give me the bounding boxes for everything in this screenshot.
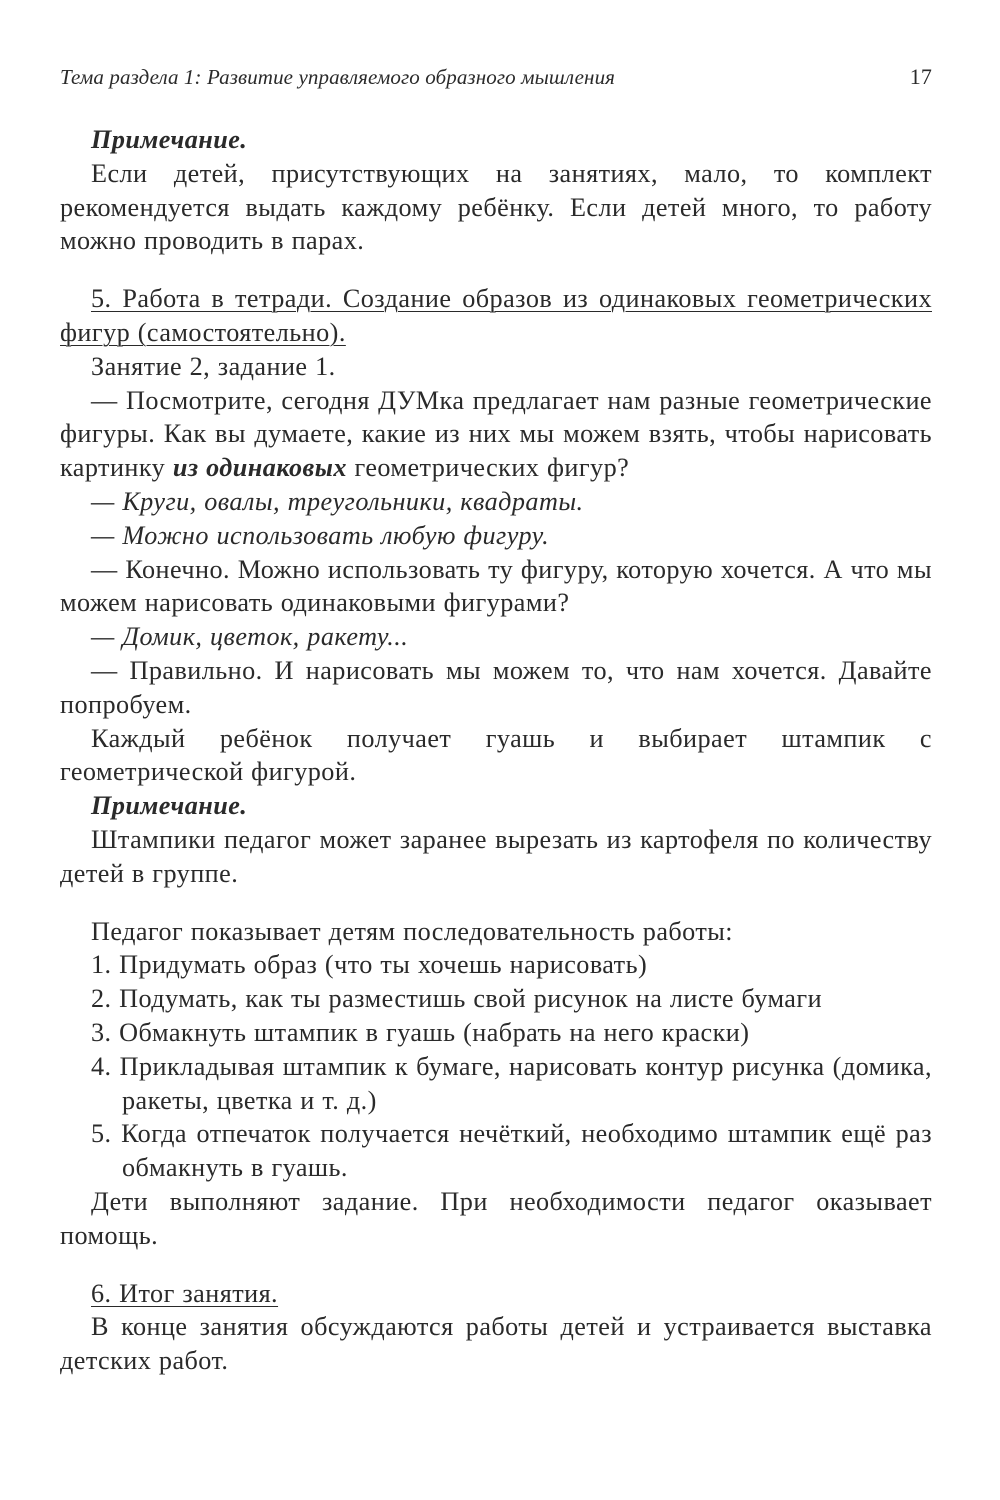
section-title: Тема раздела 1: Развитие управляемого образного мышления	[60, 65, 616, 89]
note-text: Если детей, присутствующих на занятиях, мало, то комплект рекомендуется выдать каждому ребёнку. Если детей много, то работу можно проводить в парах.	[60, 158, 932, 256]
teacher-question-2: — Конечно. Можно использовать ту фигуру, которую хочется. А что мы можем нарисовать одинаковыми фигурами?	[60, 554, 932, 618]
page-body	[60, 123, 932, 1378]
page-number: 17	[909, 64, 932, 89]
child-answer-3: — Домик, цветок, ракету...	[91, 622, 409, 652]
teacher-question-3: — Правильно. И нарисовать мы можем то, что нам хочется. Давайте попробуем.	[60, 655, 932, 719]
list-item: 3. Обмакнуть штампик в гуашь (набрать на него краски)	[91, 1017, 750, 1047]
steps-outro: Дети выполняют задание. При необходимости педагог оказывает помощь.	[60, 1186, 932, 1250]
steps-list	[60, 948, 932, 1185]
list-item: 5. Когда отпечаток получается нечёткий, необходимо штампик ещё раз обмакнуть в гуашь.	[91, 1119, 932, 1183]
note-title: Примечание.	[91, 125, 248, 154]
book-page	[60, 0, 932, 1500]
section-6-heading: 6. Итог занятия.	[91, 1278, 279, 1308]
teacher-question-1: — Посмотрите, сегодня ДУМка предлагает нам разные геометрические фигуры. Как вы думаете, какие из них мы можем взять, чтобы нарисовать картинку из одинаковых геометрических фигур?	[60, 385, 932, 483]
emphasis-text: из одинаковых	[172, 453, 347, 483]
steps-intro: Педагог показывает детям последовательность работы:	[91, 916, 734, 946]
child-answer-1: — Круги, овалы, треугольники, квадраты.	[91, 486, 584, 516]
section-6-text: В конце занятия обсуждаются работы детей и устраивается выставка детских работ.	[60, 1312, 932, 1376]
note-title: Примечание.	[91, 791, 248, 821]
section-5-heading: 5. Работа в тетради. Создание образов из одинаковых геометрических фигур (самостоятельно).	[60, 284, 932, 347]
list-item: 4. Прикладывая штампик к бумаге, нарисовать контур рисунка (домика, ракеты, цветка и т. д.)	[91, 1051, 932, 1115]
list-item: 2. Подумать, как ты разместишь свой рисунок на листе бумаги	[91, 984, 823, 1014]
running-header	[60, 62, 932, 92]
child-answer-2: — Можно использовать любую фигуру.	[91, 520, 550, 550]
activity-description: Каждый ребёнок получает гуашь и выбирает штампик с геометрической фигурой.	[60, 723, 932, 787]
note-text: Штампики педагог может заранее вырезать из картофеля по количеству детей в группе.	[60, 824, 932, 888]
lesson-reference: Занятие 2, задание 1.	[91, 351, 336, 381]
list-item: 1. Придумать образ (что ты хочешь нарисовать)	[91, 950, 648, 980]
